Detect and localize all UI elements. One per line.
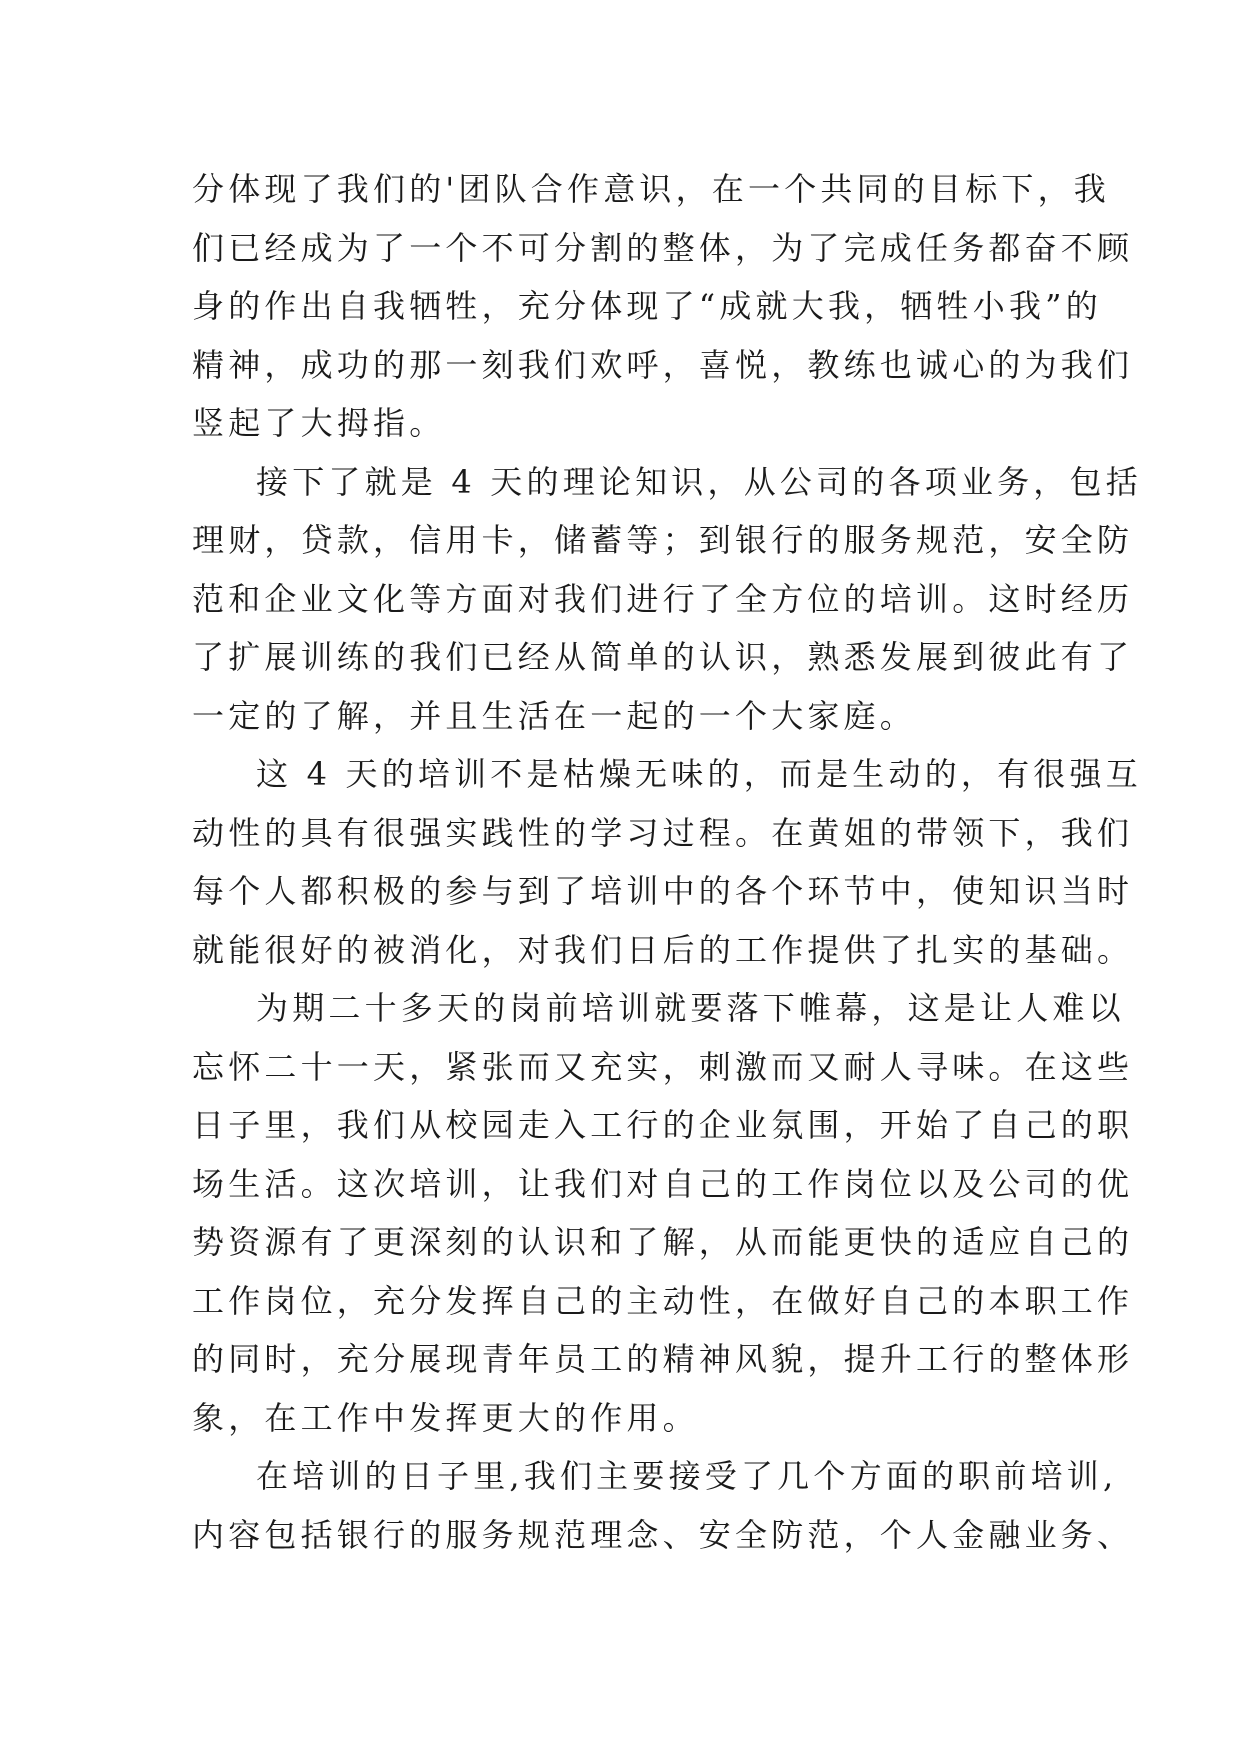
text-line: 内容包括银行的服务规范理念、安全防范，个人金融业务、 xyxy=(192,1515,1134,1554)
text-line: 象，在工作中发挥更大的作用。 xyxy=(192,1398,699,1437)
text-line: 忘怀二十一天，紧张而又充实，刺激而又耐人寻味。在这些 xyxy=(192,1047,1134,1086)
text-line: 每个人都积极的参与到了培训中的各个环节中，使知识当时 xyxy=(192,872,1134,910)
text-line: 动性的具有很强实践性的学习过程。在黄姐的带领下，我们 xyxy=(192,813,1134,852)
text-line: 范和企业文化等方面对我们进行了全方位的培训。这时经历 xyxy=(192,579,1134,618)
text-line: 分体现了我们的'团队合作意识，在一个共同的目标下，我 xyxy=(192,170,1110,208)
text-line: 了扩展训练的我们已经从简单的认识，熟悉发展到彼此有了 xyxy=(192,638,1134,676)
document-body xyxy=(192,160,1142,1564)
text-line: 工作岗位，充分发挥自己的主动性，在做好自己的本职工作 xyxy=(192,1281,1134,1320)
text-line: 精神，成功的那一刻我们欢呼，喜悦，教练也诚心的为我们 xyxy=(192,345,1134,384)
text-line: 就能很好的被消化，对我们日后的工作提供了扎实的基础。 xyxy=(192,930,1134,969)
text-line: 们已经成为了一个不可分割的整体，为了完成任务都奋不顾 xyxy=(192,228,1134,267)
text-line: 竖起了大拇指。 xyxy=(192,404,446,442)
text-line: 这 4 天的培训不是枯燥无味的，而是生动的，有很强互 xyxy=(256,755,1142,793)
text-line: 身的作出自我牺牲，充分体现了“成就大我，牺牲小我”的 xyxy=(192,287,1102,325)
text-line: 理财，贷款，信用卡，储蓄等；到银行的服务规范，安全防 xyxy=(192,521,1134,559)
text-line: 场生活。这次培训，让我们对自己的工作岗位以及公司的优 xyxy=(192,1164,1134,1203)
text-line: 的同时，充分展现青年员工的精神风貌，提升工行的整体形 xyxy=(192,1340,1134,1378)
text-line: 接下了就是 4 天的理论知识，从公司的各项业务，包括 xyxy=(256,462,1142,501)
text-line: 势资源有了更深刻的认识和了解，从而能更快的适应自己的 xyxy=(192,1223,1134,1261)
text-line: 为期二十多天的岗前培训就要落下帷幕，这是让人难以 xyxy=(256,989,1125,1027)
text-line: 一定的了解，并且生活在一起的一个大家庭。 xyxy=(192,696,917,735)
text-line: 日子里，我们从校园走入工行的企业氛围，开始了自己的职 xyxy=(192,1106,1134,1144)
text-line: 在培训的日子里,我们主要接受了几个方面的职前培训, xyxy=(256,1457,1118,1495)
